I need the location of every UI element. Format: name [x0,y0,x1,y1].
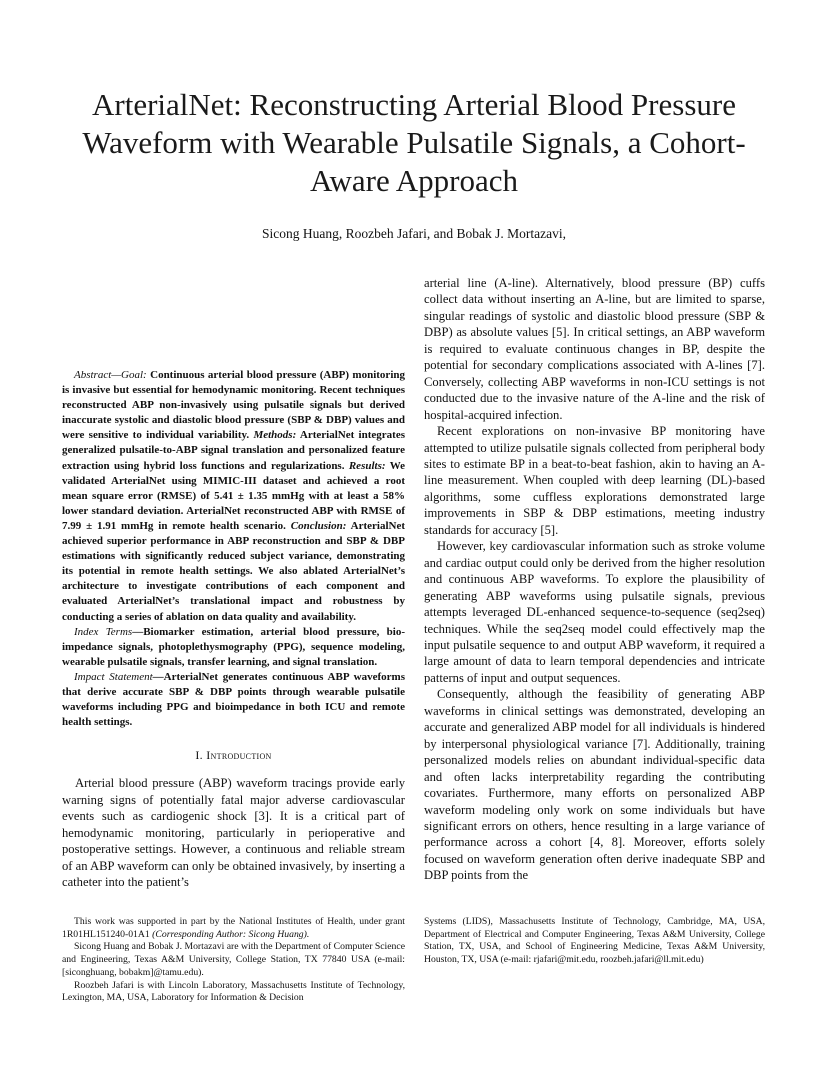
body-paragraph: However, key cardiovascular information such as stroke volume and cardiac output could only be derived from the higher resolution and continuous ABP waveforms. To explore the plausibility of generating ABP waveforms using pulsatile signals, previous attempts leveraged DL-enhanced sequence-to-sequence (seq2seq) techniques. While the seq2seq model could effectively map the input pulsatile sequence to and output ABP waveform, it required a large amount of data to learn temporal dependencies and intricate patterns of input and output sequences. [424,539,765,685]
index-terms-label: Index Terms [74,625,133,638]
abstract-methods-label: Methods: [253,429,297,442]
body-paragraph: Consequently, although the feasibility of generating ABP waveforms in clinical settings was demonstrated, developing an accurate and generalized ABP model for all individuals is hindered by interpersonal physiological variance [7]. Additionally, training personalized models relies on abundant individual-specific data and often lacks interpretability regarding the contributing covariates. Furthermore, many efforts on personalized ABP waveform modeling only work on some individuals but have significant errors on others, hence resulting in a large variance of performance across a cohort [4, 8]. Moreover, efforts solely focused on waveform generation often derive inadequate SBP and DBP points from the [424,687,765,883]
abstract-results-text: We validated ArterialNet using MIMIC-III dataset and achieved a root mean square error (RMSE) of 5.41 ± 1.35 mmHg with at least a 58% lower standard deviation. ArterialNet reconstructed ABP with RMSE of 7.99 ± 1.91 mmHg in remote health scenario. [62,459,405,532]
impact-statement [62,670,405,730]
body-paragraph: Recent explorations on non-invasive BP monitoring have attempted to utilize pulsatile signals collected from peripheral body sites to estimate BP in a beat-to-beat fashion, akin to having an A-line measurement. When coupled with deep learning (DL)-based algorithms, some cuffless explorations demonstrated large improvements in SBP & DBP estimations, meeting industry standards for accuracy [5]. [424,424,765,537]
abstract-label: Abstract—Goal: [74,369,147,381]
index-terms-text: —Biomarker estimation, arterial blood pressure, bio-impedance signals, photoplethysmography (PPG), sequence modeling, wearable pulsatile signals, transfer learning, and signal translation. [62,625,405,668]
body-paragraph: arterial line (A-line). Alternatively, blood pressure (BP) cuffs collect data without inserting an A-line, but are limited to sparse, singular readings of systolic and diastolic blood pressure (SBP & DBP) as absolute values [5]. In critical settings, an ABP waveform is required to evaluate continuous changes in BP, despite the potential for secondary complications associated with A-lines [7]. Conversely, collecting ABP waveforms in non-ICU settings is not conducted due to the invasive nature of the A-line and the risk of hospital-acquired infection. [424,276,765,422]
impact-statement-label: Impact Statement [74,670,153,683]
author-list: Sicong Huang, Roozbeh Jafari, and Bobak J. Mortazavi, [261,226,567,241]
abstract-results-label: Results: [348,459,386,472]
footnotes-left [62,916,405,1005]
affiliation-footnote-continued: Systems (LIDS), Massachusetts Institute of Technology, Cambridge, MA, USA, Department of Electrical and Computer Engineering, Texas A&M University, College Station, TX, USA, and School of Engineering Medicine, Texas A&M University, Houston, TX, USA (e-mail: rjafari@mit.edu, roozbeh.jafari@ll.mit.edu) [424,916,765,966]
section-heading-introduction: I. Introduction [195,748,272,763]
paper-title: ArterialNet: Reconstructing Arterial Blood Pressure Waveform with Wearable Pulsatile Signals, a Cohort-Aware Approach [82,87,746,198]
abstract-conclusion-label: Conclusion: [290,519,347,532]
abstract-methods-text: ArterialNet integrates generalized pulsatile-to-ABP signal translation and personalized feature extraction using hybrid loss functions and regularizations. [62,429,405,472]
impact-statement-text: —ArterialNet generates continuous ABP waveforms that derive accurate SBP & DBP points through wearable pulsatile waveforms including PPG and bioimpedance in both ICU and remote health settings. [62,670,405,729]
index-terms [62,625,405,670]
body-paragraph: Arterial blood pressure (ABP) waveform tracings provide early warning signs of potentially fatal major adverse cardiovascular events such as cardiogenic shock [3]. It is a critical part of hemodynamic monitoring, particularly in perioperative and postoperative settings. However, a continuous and reliable stream of an ABP waveform can only be obtained invasively, by inserting a catheter into the patient’s [62,776,405,889]
abstract-goal-text: Continuous arterial blood pressure (ABP) monitoring is invasive but essential for hemodynamic monitoring. Recent techniques reconstructed ABP non-invasively using pulsatile signals but derived inaccurate systolic and diastolic blood pressure (SBP & DBP) values and were sensitive to individual variability. [62,369,405,442]
right-column [424,275,765,884]
funding-text: This work was supported in part by the National Institutes of Health, under grant 1R01HL151240-01A1 [62,916,405,940]
affiliation-footnote: Roozbeh Jafari is with Lincoln Laboratory, Massachusetts Institute of Technology, Lexington, MA, USA, Laboratory for Information & Decision [62,979,405,1004]
affiliation-footnote: Sicong Huang and Bobak J. Mortazavi are with the Department of Computer Science and Engineering, Texas A&M University, College Station, TX 77840 USA (e-mail: [siconghuang, bobakm]@tamu.edu). [62,941,405,978]
funding-footnote [62,916,405,941]
abstract-conclusion-text: ArterialNet achieved superior performance in ABP reconstruction and SBP & DBP estimations with significantly reduced subject variance, demonstrating its potential in remote health settings. We also ablated ArterialNet’s architecture to investigate contributions of each component and evaluated ArterialNet’s translational impact and robustness by conducting a series of ablation on data quality and availability. [62,519,405,623]
left-column [62,368,405,890]
corresponding-author-note: (Corresponding Author: Sicong Huang). [152,928,310,940]
abstract [62,368,405,625]
footnotes-right [424,916,765,967]
